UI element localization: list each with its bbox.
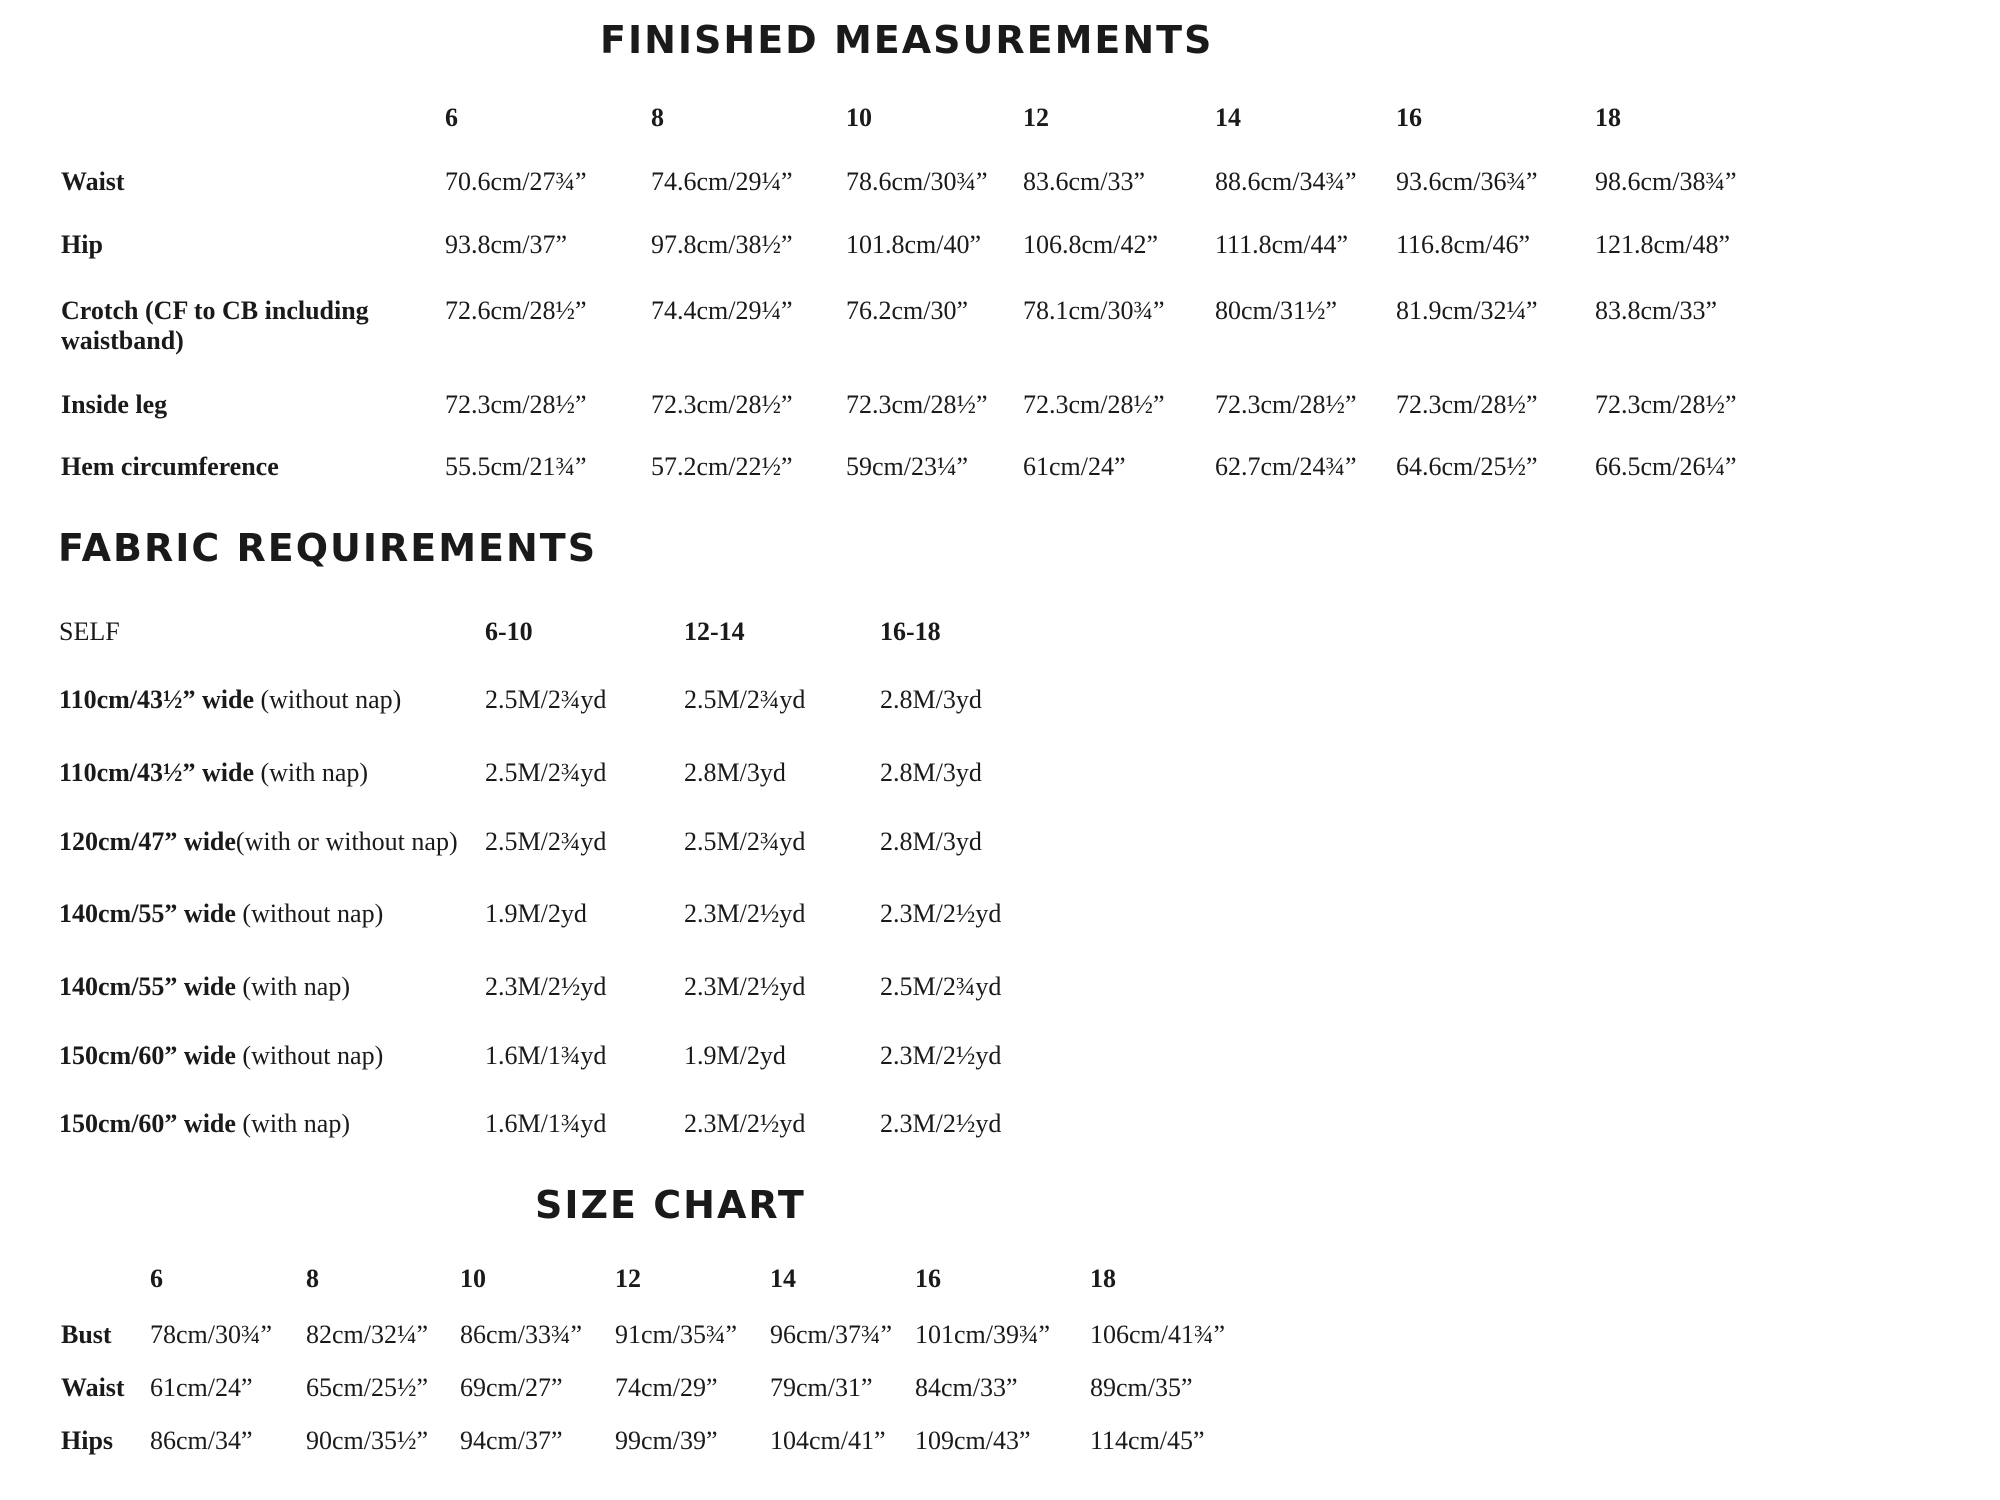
fabric-cell: 2.5M/2¾yd xyxy=(684,827,806,856)
fabric-row-label xyxy=(59,758,368,788)
finished-cell: 81.9cm/32¼” xyxy=(1396,296,1538,325)
finished-cell: 93.6cm/36¾” xyxy=(1396,167,1538,196)
size-chart-cell: 101cm/39¾” xyxy=(915,1320,1051,1349)
fabric-cell: 1.6M/1¾yd xyxy=(485,1041,607,1070)
finished-cell: 98.6cm/38¾” xyxy=(1595,167,1737,196)
finished-cell: 70.6cm/27¾” xyxy=(445,167,587,196)
fabric-nap-note: (without nap) xyxy=(235,899,384,928)
finished-row-label: Inside leg xyxy=(61,390,168,419)
size-chart-cell: 86cm/34” xyxy=(150,1426,253,1455)
finished-size-header: 10 xyxy=(846,103,872,132)
fabric-row-label xyxy=(59,827,458,857)
size-chart-cell: 79cm/31” xyxy=(770,1373,873,1402)
size-chart-cell: 82cm/32¼” xyxy=(306,1320,429,1349)
finished-cell: 83.6cm/33” xyxy=(1023,167,1146,196)
size-chart-cell: 86cm/33¾” xyxy=(460,1320,583,1349)
size-chart-cell: 89cm/35” xyxy=(1090,1373,1193,1402)
finished-cell: 116.8cm/46” xyxy=(1396,230,1531,259)
finished-cell: 72.3cm/28½” xyxy=(846,390,988,419)
size-chart-cell: 109cm/43” xyxy=(915,1426,1031,1455)
fabric-cell: 2.3M/2½yd xyxy=(880,1041,1002,1070)
finished-size-header: 6 xyxy=(445,103,458,132)
size-chart-size-header: 18 xyxy=(1090,1264,1116,1293)
finished-cell: 106.8cm/42” xyxy=(1023,230,1159,259)
fabric-row-label xyxy=(59,899,383,929)
finished-cell: 72.3cm/28½” xyxy=(1023,390,1165,419)
size-chart-row-label: Waist xyxy=(61,1373,125,1402)
fabric-width: 150cm/60” wide xyxy=(59,1109,236,1138)
finished-row-label: Hip xyxy=(61,230,103,259)
finished-cell: 57.2cm/22½” xyxy=(651,452,793,481)
fabric-cell: 2.3M/2½yd xyxy=(880,899,1002,928)
fabric-cell: 1.6M/1¾yd xyxy=(485,1109,607,1138)
finished-cell: 74.4cm/29¼” xyxy=(651,296,793,325)
fabric-cell: 2.8M/3yd xyxy=(880,685,982,714)
finished-cell: 97.8cm/38½” xyxy=(651,230,793,259)
fabric-size-header: 16-18 xyxy=(880,617,941,646)
fabric-row-label xyxy=(59,972,350,1002)
finished-cell: 111.8cm/44” xyxy=(1215,230,1349,259)
fabric-cell: 2.5M/2¾yd xyxy=(684,685,806,714)
fabric-cell: 2.5M/2¾yd xyxy=(485,758,607,787)
size-chart-size-header: 16 xyxy=(915,1264,941,1293)
size-chart-title: SIZE CHART xyxy=(535,1183,806,1227)
finished-cell: 72.3cm/28½” xyxy=(445,390,587,419)
size-chart-cell: 94cm/37” xyxy=(460,1426,563,1455)
finished-cell: 72.3cm/28½” xyxy=(1595,390,1737,419)
fabric-cell: 1.9M/2yd xyxy=(684,1041,786,1070)
finished-cell: 62.7cm/24¾” xyxy=(1215,452,1357,481)
size-chart-size-header: 14 xyxy=(770,1264,796,1293)
fabric-cell: 2.8M/3yd xyxy=(684,758,786,787)
finished-row-label: Hem circumference xyxy=(61,452,279,481)
size-chart-cell: 114cm/45” xyxy=(1090,1426,1205,1455)
fabric-cell: 2.3M/2½yd xyxy=(684,972,806,1001)
finished-row-label: Waist xyxy=(61,167,125,196)
finished-cell: 66.5cm/26¼” xyxy=(1595,452,1737,481)
fabric-cell: 2.5M/2¾yd xyxy=(485,827,607,856)
size-chart-size-header: 12 xyxy=(615,1264,641,1293)
finished-cell: 80cm/31½” xyxy=(1215,296,1338,325)
fabric-size-header: 12-14 xyxy=(684,617,745,646)
fabric-nap-note: (without nap) xyxy=(254,685,402,714)
fabric-width: 150cm/60” wide xyxy=(59,1041,236,1070)
fabric-row-label xyxy=(59,685,401,715)
size-chart-size-header: 10 xyxy=(460,1264,486,1293)
finished-cell: 59cm/23¼” xyxy=(846,452,969,481)
finished-size-header: 12 xyxy=(1023,103,1049,132)
fabric-cell: 2.3M/2½yd xyxy=(880,1109,1002,1138)
finished-cell: 72.3cm/28½” xyxy=(1396,390,1538,419)
fabric-cell: 2.8M/3yd xyxy=(880,827,982,856)
fabric-self-header: SELF xyxy=(59,617,120,646)
size-chart-cell: 96cm/37¾” xyxy=(770,1320,893,1349)
size-chart-cell: 90cm/35½” xyxy=(306,1426,429,1455)
fabric-nap-note: (with nap) xyxy=(254,758,369,787)
fabric-cell: 2.5M/2¾yd xyxy=(880,972,1002,1001)
fabric-nap-note: (without nap) xyxy=(235,1041,384,1070)
fabric-width: 140cm/55” wide xyxy=(59,972,236,1001)
finished-cell: 101.8cm/40” xyxy=(846,230,982,259)
fabric-row-label xyxy=(59,1109,350,1139)
fabric-nap-note: (with nap) xyxy=(235,972,351,1001)
fabric-cell: 2.5M/2¾yd xyxy=(485,685,607,714)
finished-cell: 88.6cm/34¾” xyxy=(1215,167,1357,196)
finished-cell: 93.8cm/37” xyxy=(445,230,568,259)
size-chart-cell: 104cm/41” xyxy=(770,1426,886,1455)
fabric-row-label xyxy=(59,1041,383,1071)
finished-cell: 121.8cm/48” xyxy=(1595,230,1731,259)
size-chart-cell: 78cm/30¾” xyxy=(150,1320,273,1349)
fabric-requirements-title: FABRIC REQUIREMENTS xyxy=(58,526,598,570)
finished-cell: 64.6cm/25½” xyxy=(1396,452,1538,481)
fabric-cell: 1.9M/2yd xyxy=(485,899,587,928)
fabric-width: 110cm/43½” wide xyxy=(59,685,254,714)
finished-cell: 74.6cm/29¼” xyxy=(651,167,793,196)
finished-size-header: 8 xyxy=(651,103,664,132)
size-chart-cell: 65cm/25½” xyxy=(306,1373,429,1402)
finished-cell: 72.6cm/28½” xyxy=(445,296,587,325)
finished-cell: 61cm/24” xyxy=(1023,452,1126,481)
finished-measurements-title: FINISHED MEASUREMENTS xyxy=(600,18,1214,62)
size-chart-cell: 84cm/33” xyxy=(915,1373,1018,1402)
size-chart-size-header: 8 xyxy=(306,1264,319,1293)
fabric-width: 140cm/55” wide xyxy=(59,899,236,928)
fabric-width: 120cm/47” wide xyxy=(59,827,236,856)
finished-row-label: Crotch (CF to CB including waistband) xyxy=(61,296,369,355)
size-chart-cell: 106cm/41¾” xyxy=(1090,1320,1226,1349)
size-chart-cell: 99cm/39” xyxy=(615,1426,718,1455)
size-chart-row-label: Hips xyxy=(61,1426,114,1455)
fabric-nap-note: (with nap) xyxy=(235,1109,351,1138)
size-chart-cell: 74cm/29” xyxy=(615,1373,718,1402)
fabric-cell: 2.8M/3yd xyxy=(880,758,982,787)
finished-cell: 72.3cm/28½” xyxy=(1215,390,1357,419)
size-chart-size-header: 6 xyxy=(150,1264,163,1293)
finished-cell: 83.8cm/33” xyxy=(1595,296,1718,325)
fabric-cell: 2.3M/2½yd xyxy=(485,972,607,1001)
finished-cell: 78.6cm/30¾” xyxy=(846,167,988,196)
size-chart-cell: 61cm/24” xyxy=(150,1373,253,1402)
finished-cell: 78.1cm/30¾” xyxy=(1023,296,1165,325)
size-chart-cell: 91cm/35¾” xyxy=(615,1320,738,1349)
finished-size-header: 16 xyxy=(1396,103,1422,132)
finished-cell: 72.3cm/28½” xyxy=(651,390,793,419)
size-chart-row-label: Bust xyxy=(61,1320,112,1349)
fabric-cell: 2.3M/2½yd xyxy=(684,1109,806,1138)
fabric-nap-note: (with or without nap) xyxy=(235,827,458,856)
fabric-size-header: 6-10 xyxy=(485,617,533,646)
finished-cell: 76.2cm/30” xyxy=(846,296,969,325)
size-chart-cell: 69cm/27” xyxy=(460,1373,563,1402)
finished-size-header: 18 xyxy=(1595,103,1621,132)
fabric-cell: 2.3M/2½yd xyxy=(684,899,806,928)
finished-size-header: 14 xyxy=(1215,103,1241,132)
fabric-width: 110cm/43½” wide xyxy=(59,758,254,787)
finished-cell: 55.5cm/21¾” xyxy=(445,452,587,481)
